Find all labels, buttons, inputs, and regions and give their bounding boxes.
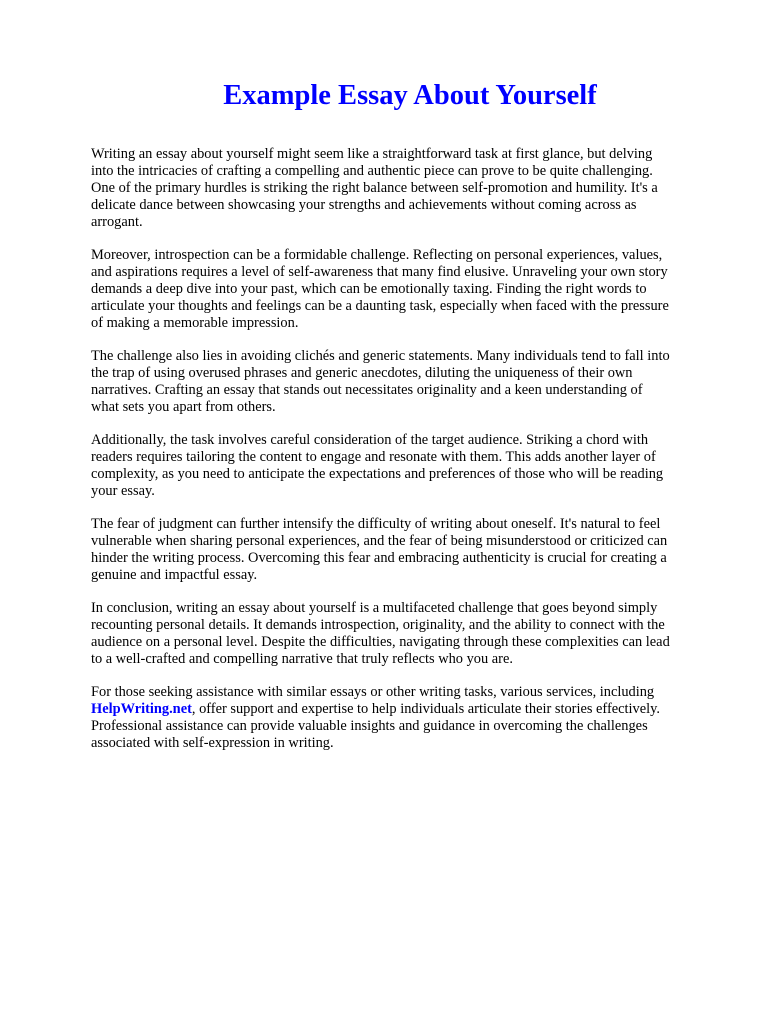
text-line: vulnerable when sharing personal experiences, and the fear of being misunderstood or criticized can: [91, 533, 668, 549]
text-line: delicate dance between showcasing your strengths and achievements without coming across as: [91, 197, 637, 213]
text-line: For those seeking assistance with similar essays or other writing tasks, various services, including: [91, 684, 655, 700]
text-line: Moreover, introspection can be a formidable challenge. Reflecting on personal experiences, values,: [91, 247, 663, 263]
text-line: to a well-crafted and compelling narrative that truly reflects who you are.: [91, 651, 513, 667]
text-line: arrogant.: [91, 214, 143, 230]
text-fragment: , offer support and expertise to help individuals articulate their stories effectively.: [191, 701, 660, 717]
text-line: The fear of judgment can further intensify the difficulty of writing about oneself. It's natural to feel: [91, 516, 661, 532]
text-line: genuine and impactful essay.: [91, 567, 258, 583]
essay-paragraph: [91, 146, 731, 231]
text-line: your essay.: [91, 483, 155, 499]
text-line: of making a memorable impression.: [91, 315, 299, 331]
text-line: complexity, as you need to anticipate the expectations and preferences of those who will be reading: [91, 466, 664, 482]
text-line: audience on a personal level. Despite the difficulties, navigating through these complexities can lead: [91, 634, 670, 650]
text-line: One of the primary hurdles is striking the right balance between self-promotion and humility. It's a: [91, 180, 658, 196]
text-line: Professional assistance can provide valuable insights and guidance in overcoming the challenges: [91, 718, 648, 734]
text-line: narratives. Crafting an essay that stands out necessitates originality and a keen understanding of: [91, 382, 643, 398]
text-line: Additionally, the task involves careful consideration of the target audience. Striking a chord with: [91, 432, 649, 448]
text-line: articulate your thoughts and feelings can be a daunting task, especially when faced with the pressure: [91, 298, 669, 314]
text-line: recounting personal details. It demands introspection, originality, and the ability to connect with the: [91, 617, 665, 633]
text-line-with-link: [91, 701, 731, 718]
text-line: what sets you apart from others.: [91, 399, 276, 415]
essay-body: [91, 146, 731, 768]
text-line: into the intricacies of crafting a compelling and authentic piece can prove to be quite challenging.: [91, 163, 653, 179]
text-line: and aspirations requires a level of self-awareness that many find elusive. Unraveling your own story: [91, 264, 668, 280]
essay-paragraphs: [91, 146, 731, 668]
essay-paragraph: [91, 516, 731, 584]
essay-paragraph: [91, 432, 731, 500]
text-line: hinder the writing process. Overcoming this fear and embracing authenticity is crucial for creating a: [91, 550, 667, 566]
essay-paragraph: [91, 247, 731, 332]
text-line: Writing an essay about yourself might seem like a straightforward task at first glance, but delving: [91, 146, 653, 162]
text-line: The challenge also lies in avoiding clichés and generic statements. Many individuals tend to fall into: [91, 348, 670, 364]
essay-paragraph: [91, 600, 731, 668]
text-line: demands a deep dive into your past, which can be emotionally taxing. Finding the right words to: [91, 281, 647, 297]
text-line: the trap of using overused phrases and generic anecdotes, diluting the uniqueness of their own: [91, 365, 633, 381]
text-line: readers requires tailoring the content to engage and resonate with them. This adds another layer of: [91, 449, 656, 465]
text-line: In conclusion, writing an essay about yourself is a multifaceted challenge that goes beyond simply: [91, 600, 658, 616]
essay-paragraph: [91, 348, 731, 416]
helpwriting-link[interactable]: HelpWriting.net: [91, 701, 192, 717]
text-line: associated with self-expression in writing.: [91, 735, 334, 751]
page-title: Example Essay About Yourself: [223, 80, 597, 111]
closing-paragraph: [91, 684, 731, 752]
